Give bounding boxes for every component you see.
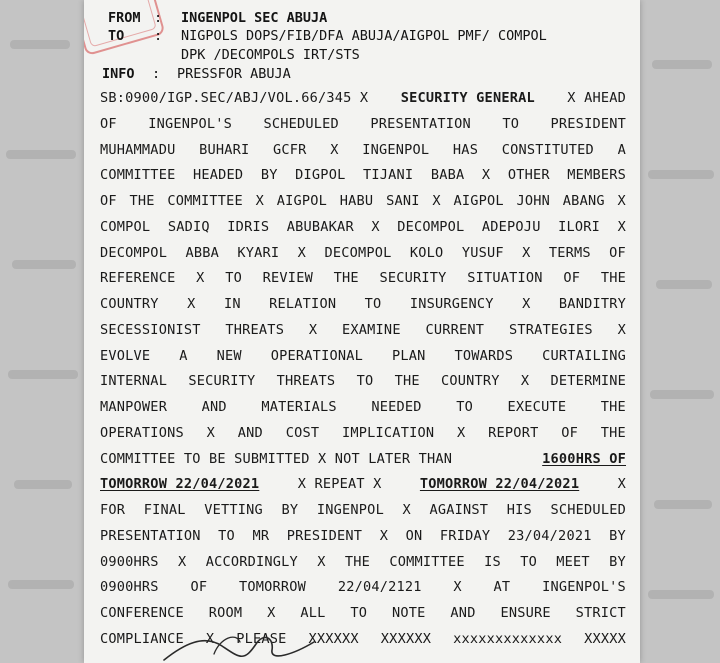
- body-word: SCHEDULED: [550, 502, 626, 518]
- body-word: TIJANI: [363, 167, 414, 184]
- body-word: VETTING: [204, 502, 263, 518]
- body-word: BANDITRY: [558, 296, 626, 312]
- body-word: IN: [223, 296, 241, 312]
- to-label: TO: [108, 28, 125, 44]
- body-word: IMPLICATION: [342, 424, 435, 441]
- to-separator: :: [154, 28, 163, 44]
- body-word: YUSUF: [461, 244, 504, 261]
- body-word: X: [432, 193, 441, 209]
- info-row: [102, 66, 161, 82]
- body-word: MATERIALS: [261, 399, 337, 415]
- body-word: TO: [364, 296, 382, 312]
- body-word: FINAL: [143, 502, 186, 518]
- info-value: PRESSFOR ABUJA: [177, 66, 291, 82]
- body-word: MEMBERS: [567, 167, 626, 184]
- body-word: SITUATION: [467, 270, 543, 287]
- body-word: COMMITTEE: [100, 167, 176, 184]
- body-word: REVIEW: [262, 270, 313, 287]
- body-word: THE: [600, 270, 626, 287]
- body-word: KYARI: [237, 244, 280, 261]
- info-separator: :: [152, 66, 161, 82]
- body-word: AGAINST: [429, 502, 489, 518]
- body-word: INGENPOL'S: [148, 115, 233, 132]
- body-line: [100, 399, 626, 417]
- body-word: FOR: [100, 502, 126, 518]
- body-word: BY: [609, 527, 626, 544]
- body-word: SCHEDULED: [263, 115, 339, 132]
- body-word: X REPEAT X: [297, 476, 382, 493]
- body-word: SECURITY: [188, 373, 256, 390]
- body-word: JOHN: [516, 193, 551, 209]
- body-word: DECOMPOL: [324, 244, 392, 261]
- body-word: SADIQ: [167, 218, 210, 235]
- body-word: EXECUTE: [507, 399, 567, 415]
- body-word: BY: [260, 167, 278, 184]
- body-word: TO: [218, 527, 235, 544]
- body-word: CONFERENCE: [100, 605, 184, 621]
- body-line: [100, 270, 626, 288]
- body-word: xxxxxxxxxxxxx: [453, 630, 563, 647]
- body-word: BUHARI: [199, 141, 250, 158]
- body-word: OF: [563, 270, 581, 287]
- body-word: COUNTRY: [100, 296, 159, 312]
- body-word: SB:0900/IGP.SEC/ABJ/VOL.66/345 X: [100, 90, 369, 106]
- body-word: THE: [394, 373, 420, 390]
- to-value-line-1: NIGPOLS DOPS/FIB/DFA ABUJA/AIGPOL PMF/ COMPOL: [181, 28, 547, 44]
- body-word: OTHER: [507, 167, 550, 184]
- body-line: [100, 116, 626, 134]
- body-line: [100, 554, 626, 572]
- body-word: X: [522, 296, 531, 312]
- body-word: X: [371, 218, 380, 235]
- body-word: X: [330, 141, 339, 158]
- body-word: OF: [100, 193, 117, 209]
- body-word: 0900HRS: [100, 579, 159, 596]
- body-word: HEADED: [193, 167, 244, 184]
- body-word: OF: [609, 244, 626, 261]
- body-word: TOMORROW 22/04/2021: [100, 476, 260, 493]
- body-word: REPORT: [488, 424, 539, 441]
- body-word: INGENPOL'S: [542, 579, 626, 596]
- body-word: X: [308, 321, 318, 338]
- body-line: [100, 502, 626, 520]
- body-word: SECESSIONIST: [100, 321, 201, 338]
- body-word: 1600HRS OF: [542, 450, 626, 467]
- body-word: RELATION: [269, 296, 337, 312]
- body-word: HIS: [506, 502, 532, 518]
- body-word: X: [206, 424, 215, 441]
- body-line: [100, 90, 626, 108]
- body-line: [100, 348, 626, 366]
- body-word: TO: [225, 270, 242, 287]
- body-word: TERMS: [548, 244, 591, 261]
- body-word: OF: [190, 579, 208, 596]
- body-word: REFERENCE: [100, 270, 176, 287]
- body-line: [100, 167, 626, 185]
- body-word: OF: [100, 115, 117, 132]
- body-word: XXXXXX: [308, 630, 359, 647]
- body-word: DETERMINE: [550, 373, 626, 390]
- body-line: [100, 296, 626, 314]
- from-label: FROM: [108, 10, 141, 26]
- body-word: X AHEAD: [567, 90, 626, 106]
- body-word: ABBA: [185, 244, 219, 261]
- body-word: NEEDED: [371, 399, 422, 415]
- body-line: [100, 193, 626, 211]
- body-word: TOMORROW 22/04/2021: [419, 476, 580, 493]
- body-word: X: [617, 193, 626, 209]
- body-line: [100, 425, 626, 443]
- body-word: 0900HRS: [100, 553, 159, 570]
- body-word: TO: [356, 373, 374, 390]
- body-word: COMMITTEE: [389, 553, 465, 570]
- body-word: SECURITY: [379, 270, 447, 287]
- body-word: THREATS: [225, 321, 285, 338]
- body-word: MANPOWER: [100, 399, 168, 415]
- body-word: NOTE: [392, 605, 426, 621]
- body-line: [100, 579, 626, 597]
- body-word: X: [205, 630, 215, 647]
- body-word: CURTAILING: [542, 347, 626, 364]
- body-word: DIGPOL: [295, 167, 346, 184]
- from-value: [181, 10, 327, 26]
- body-word: THREATS: [276, 373, 336, 390]
- body-word: EXAMINE: [342, 321, 401, 338]
- body-word: ON: [405, 527, 423, 544]
- body-word: PRESENTATION: [370, 115, 471, 132]
- body-word: TO: [350, 605, 368, 621]
- body-word: X: [481, 167, 491, 184]
- body-word: SANI: [386, 193, 420, 209]
- body-word: THE: [129, 193, 155, 209]
- body-line: [100, 322, 626, 340]
- body-line: [100, 373, 626, 391]
- body-word: INGENPOL: [362, 141, 430, 158]
- body-word: TO: [456, 399, 473, 415]
- body-word: INTERNAL: [100, 373, 168, 390]
- body-word: AT: [493, 579, 511, 596]
- body-word: AIGPOL: [453, 193, 504, 209]
- body-word: ENSURE: [500, 605, 551, 621]
- body-word: ACCORDINGLY: [205, 553, 298, 570]
- body-word: X: [617, 218, 626, 235]
- body-word: BABA: [430, 167, 465, 184]
- body-word: A: [617, 141, 626, 158]
- body-word: IDRIS: [227, 218, 270, 235]
- body-word: COST: [285, 424, 320, 441]
- body-word: X: [187, 296, 196, 312]
- body-word: CONSTITUTED: [501, 141, 594, 158]
- body-word: MUHAMMADU: [100, 141, 176, 158]
- body-word: 23/04/2021: [507, 527, 592, 544]
- body-word: ROOM: [208, 605, 243, 621]
- body-word: X: [317, 553, 326, 570]
- body-word: XXXXXX: [380, 630, 432, 647]
- body-word: CURRENT: [425, 321, 485, 338]
- body-word: ABUBAKAR: [286, 218, 354, 235]
- body-word: COMMITTEE: [167, 193, 243, 209]
- body-word: INGENPOL: [316, 502, 384, 518]
- body-word: COMMITTEE TO BE SUBMITTED X NOT LATER THAN: [100, 450, 453, 467]
- body-word: EVOLVE: [100, 347, 151, 364]
- body-word: X: [617, 476, 626, 493]
- body-word: SECURITY GENERAL: [400, 90, 535, 106]
- body-word: IS: [484, 553, 501, 570]
- body-word: GCFR: [273, 141, 307, 158]
- blurred-background-left: [0, 0, 84, 663]
- body-word: PLAN: [391, 347, 426, 364]
- body-line: [100, 219, 626, 237]
- body-word: COMPLIANCE: [100, 630, 184, 647]
- info-label: INFO: [102, 66, 135, 82]
- body-word: COUNTRY: [440, 373, 500, 390]
- body-word: KOLO: [409, 244, 444, 261]
- signature-scribble: [144, 624, 344, 663]
- body-line: [100, 451, 626, 469]
- body-word: DECOMPOL: [397, 218, 465, 235]
- body-word: ILORI: [558, 218, 601, 235]
- body-word: X: [196, 270, 205, 287]
- body-word: AND: [201, 399, 227, 415]
- body-word: TOMORROW: [238, 579, 307, 596]
- blurred-background-right: [640, 0, 720, 663]
- body-word: OPERATIONAL: [270, 347, 363, 364]
- body-line: [100, 142, 626, 160]
- body-word: STRICT: [575, 605, 626, 621]
- body-line: [100, 245, 626, 263]
- body-word: X: [267, 605, 276, 621]
- body-word: THE: [333, 270, 359, 287]
- body-word: COMPOL: [100, 218, 151, 235]
- body-word: OPERATIONS: [100, 424, 184, 441]
- body-word: PLEASE: [236, 630, 287, 647]
- body-word: TO: [520, 553, 537, 570]
- body-word: INSURGENCY: [409, 296, 494, 312]
- body-word: TO: [502, 115, 520, 132]
- body-word: X: [297, 244, 307, 261]
- body-word: OF: [561, 424, 579, 441]
- body-word: ABANG: [562, 193, 605, 209]
- body-word: X: [617, 321, 626, 338]
- body-word: BY: [281, 502, 299, 518]
- body-word: DECOMPOL: [100, 244, 168, 261]
- body-word: THE: [600, 399, 626, 415]
- body-word: STRATEGIES: [508, 321, 593, 338]
- from-row: [108, 10, 163, 26]
- body-word: PRESIDENT: [550, 115, 626, 132]
- body-word: NEW: [216, 347, 242, 364]
- body-word: BY: [609, 553, 626, 570]
- body-word: THE: [600, 424, 626, 441]
- body-word: HABU: [339, 193, 374, 209]
- body-word: AND: [237, 424, 263, 441]
- body-word: HAS: [452, 141, 479, 158]
- body-word: ALL: [300, 605, 326, 621]
- body-word: X: [457, 424, 466, 441]
- body-word: X: [255, 193, 264, 209]
- body-line: [100, 605, 626, 623]
- body-word: PRESENTATION: [100, 527, 201, 544]
- body-word: AIGPOL: [276, 193, 328, 209]
- body-word: THE: [344, 553, 371, 570]
- body-line: [100, 528, 626, 546]
- to-row: [108, 28, 163, 44]
- body-word: MEET: [556, 553, 590, 570]
- body-word: X: [453, 579, 462, 596]
- body-word: X: [522, 244, 531, 261]
- from-value-text: INGENPOL SEC ABUJA: [181, 10, 328, 26]
- body-word: XXXXX: [584, 630, 626, 647]
- from-separator: :: [154, 10, 163, 26]
- signal-document: [84, 0, 640, 663]
- body-word: X: [379, 527, 389, 544]
- body-word: MR: [252, 527, 270, 544]
- body-word: X: [402, 502, 411, 518]
- body-line: [100, 476, 626, 494]
- body-word: ADEPOJU: [481, 218, 541, 235]
- to-value-line-2: DPK /DECOMPOLS IRT/STS: [181, 47, 360, 63]
- body-word: 22/04/2121: [337, 579, 422, 596]
- body-word: X: [520, 373, 530, 390]
- body-word: AND: [450, 605, 476, 621]
- body-word: A: [179, 347, 188, 364]
- body-word: PRESIDENT: [286, 527, 363, 544]
- body-word: FRIDAY: [439, 527, 491, 544]
- body-word: X: [178, 553, 187, 570]
- body-word: TOWARDS: [454, 347, 514, 364]
